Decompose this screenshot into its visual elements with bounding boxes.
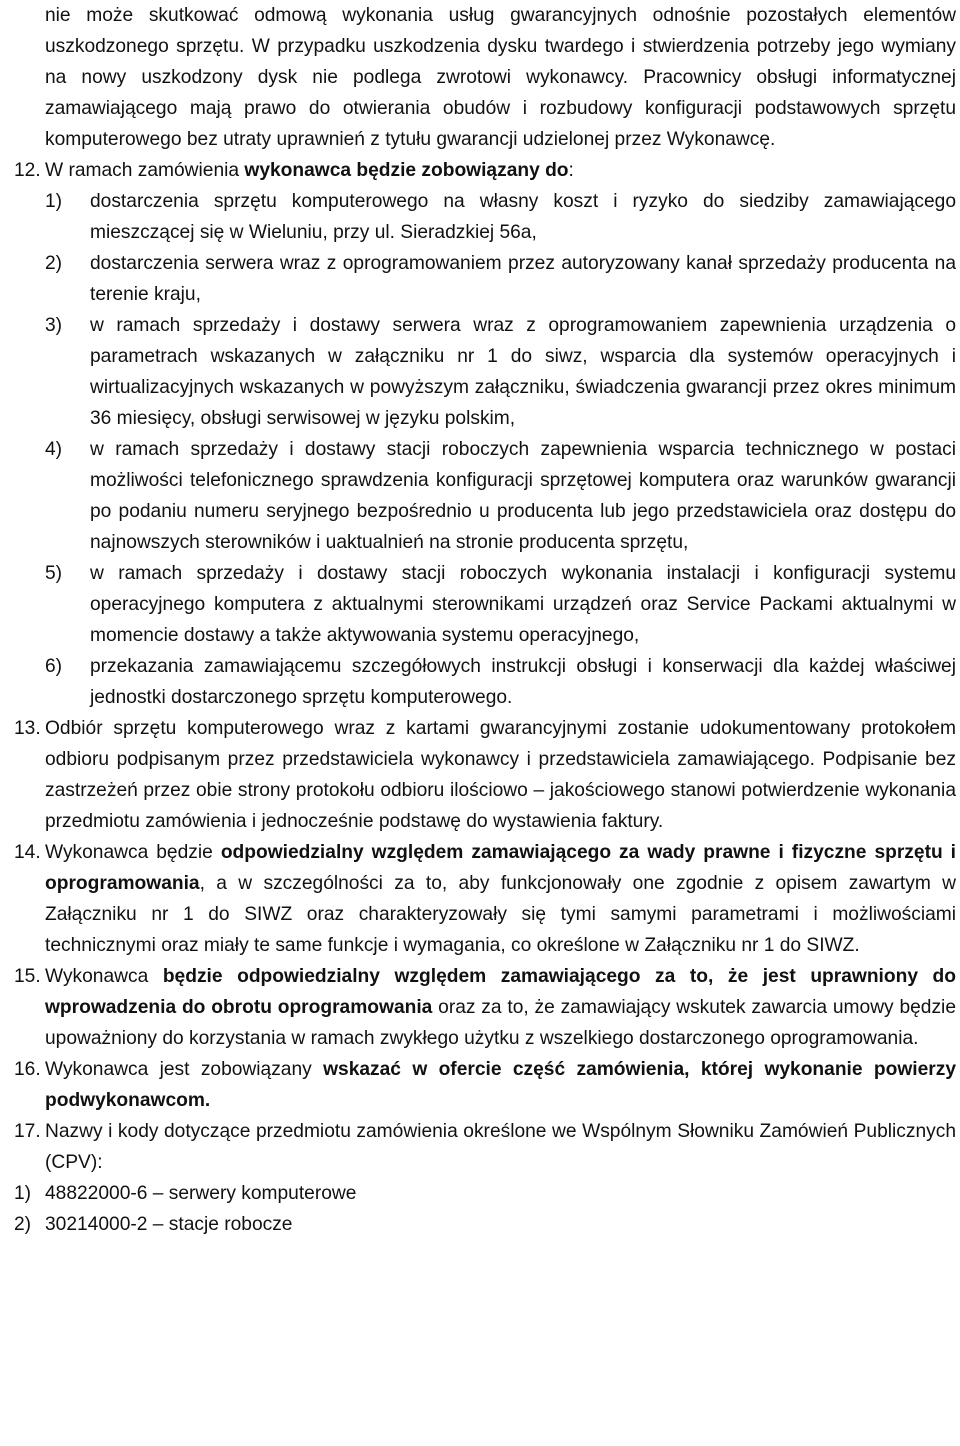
paragraph-15 <box>14 961 956 1054</box>
paragraph-bold-text: wykonawca będzie zobowiązany do <box>244 160 569 181</box>
list-item-text: dostarczenia sprzętu komputerowego na własny koszt i ryzyko do siedziby zamawiającego mieszczącej się w Wieluniu, przy ul. Sieradzkiej 56a, <box>90 191 956 243</box>
list-item-text: w ramach sprzedaży i dostawy stacji roboczych zapewnienia wsparcia technicznego w postaci możliwości telefonicznego sprawdzenia konfiguracji sprzętowej komputera oraz warunków gwarancji po podaniu numeru seryjnego bezpośrednio u producenta lub jego przedstawiciela oraz dostępu do najnowszych sterowników i uaktualnień na stronie producenta sprzętu, <box>90 439 956 553</box>
paragraph-bold-text: odpowiedzialny względem zamawiającego za wady prawne i fizyczne sprzętu i oprogramowania <box>45 842 957 894</box>
list-item <box>14 248 956 310</box>
paragraph-number: 13. <box>14 718 41 739</box>
paragraph-text: oraz za to, że zamawiający wskutek zawarcia umowy będzie upoważniony do korzystania w ramach zwykłego użytku z wszelkiego dostarczonego oprogramowania. <box>45 997 956 1049</box>
list-item-text: w ramach sprzedaży i dostawy stacji roboczych wykonania instalacji i konfiguracji systemu operacyjnego komputera z aktualnymi sterownikami urządzeń oraz Service Packami aktualnymi w momencie dostawy a także aktywowania systemu operacyjnego, <box>90 563 956 646</box>
cpv-item-number: 2) <box>14 1214 32 1235</box>
cpv-item-number: 1) <box>14 1183 32 1204</box>
cpv-item <box>14 1178 956 1209</box>
paragraph-bold-text: wskazać w ofercie część zamówienia, której wykonanie powierzy podwykonawcom. <box>45 1059 956 1111</box>
cpv-item-text: 48822000-6 – serwery komputerowe <box>45 1183 357 1204</box>
paragraph-text: Wykonawca będzie <box>45 842 221 863</box>
paragraph-text: Wykonawca jest zobowiązany <box>45 1059 324 1080</box>
list-item-number: 4) <box>45 439 63 460</box>
document-page <box>14 0 956 1240</box>
paragraph-number: 15. <box>14 966 41 987</box>
cpv-item <box>14 1209 956 1240</box>
paragraph-text: W ramach zamówienia <box>45 160 245 181</box>
paragraph-number: 14. <box>14 842 41 863</box>
paragraph-14 <box>14 837 956 961</box>
paragraph-text: : <box>568 160 574 181</box>
list-item <box>14 310 956 434</box>
list-item <box>14 186 956 248</box>
cpv-item-text: 30214000-2 – stacje robocze <box>45 1214 293 1235</box>
list-item <box>14 434 956 558</box>
paragraph-17 <box>14 1116 956 1178</box>
list-item <box>14 651 956 713</box>
paragraph-text: Wykonawca <box>45 966 163 987</box>
list-item-number: 5) <box>45 563 63 584</box>
list-item <box>14 558 956 651</box>
intro-paragraph: nie może skutkować odmową wykonania usług gwarancyjnych odnośnie pozostałych elementów uszkodzonego sprzętu. W przypadku uszkodzenia dysku twardego i stwierdzenia potrzeby jego wymiany na nowy uszkodzony dysk nie podlega zwrotowi wykonawcy. Pracownicy obsługi informatycznej zamawiającego mają prawo do otwierania obudów i rozbudowy konfiguracji podstawowych sprzętu komputerowego bez utraty uprawnień z tytułu gwarancji udzielonej przez Wykonawcę. <box>45 5 956 150</box>
paragraph-number: 17. <box>14 1121 41 1142</box>
list-item-number: 6) <box>45 656 63 677</box>
paragraph-text: Odbiór sprzętu komputerowego wraz z kartami gwarancyjnymi zostanie udokumentowany protokołem odbioru podpisanym przez przedstawiciela wykonawcy i przedstawiciela zamawiającego. Podpisanie bez zastrzeżeń przez obie strony protokołu odbioru ilościowo – jakościowego stanowi potwierdzenie wykonania przedmiotu zamówienia i jednocześnie podstawę do wystawienia faktury. <box>45 718 956 832</box>
list-item-number: 1) <box>45 191 63 212</box>
list-item-number: 2) <box>45 253 63 274</box>
list-item-number: 3) <box>45 315 63 336</box>
paragraph-bold-text: będzie odpowiedzialny względem zamawiającego za to, że jest uprawniony do wprowadzenia do obrotu oprogramowania <box>45 966 956 1018</box>
list-item-text: przekazania zamawiającemu szczegółowych instrukcji obsługi i konserwacji dla każdej właściwej jednostki dostarczonego sprzętu komputerowego. <box>90 656 956 708</box>
paragraph-text: , a w szczególności za to, aby funkcjonowały one zgodnie z opisem zawartym w Załączniku nr 1 do SIWZ oraz charakteryzowały się tymi samymi parametrami i możliwościami technicznymi oraz miały te same funkcje i wymagania, co określone w Załączniku nr 1 do SIWZ. <box>45 873 956 956</box>
paragraph-number: 12. <box>14 160 41 181</box>
paragraph-16 <box>14 1054 956 1116</box>
paragraph-13 <box>14 713 956 837</box>
paragraph-12 <box>14 155 956 186</box>
list-item-text: dostarczenia serwera wraz z oprogramowaniem przez autoryzowany kanał sprzedaży producenta na terenie kraju, <box>90 253 956 305</box>
paragraph-text: Nazwy i kody dotyczące przedmiotu zamówienia określone we Wspólnym Słowniku Zamówień Publicznych (CPV): <box>45 1121 956 1173</box>
list-item-text: w ramach sprzedaży i dostawy serwera wraz z oprogramowaniem zapewnienia urządzenia o parametrach wskazanych w załączniku nr 1 do siwz, wsparcia dla systemów operacyjnych i wirtualizacyjnych wskazanych w powyższym załączniku, świadczenia gwarancji przez okres minimum 36 miesięcy, obsługi serwisowej w języku polskim, <box>90 315 956 429</box>
paragraph-number: 16. <box>14 1059 41 1080</box>
